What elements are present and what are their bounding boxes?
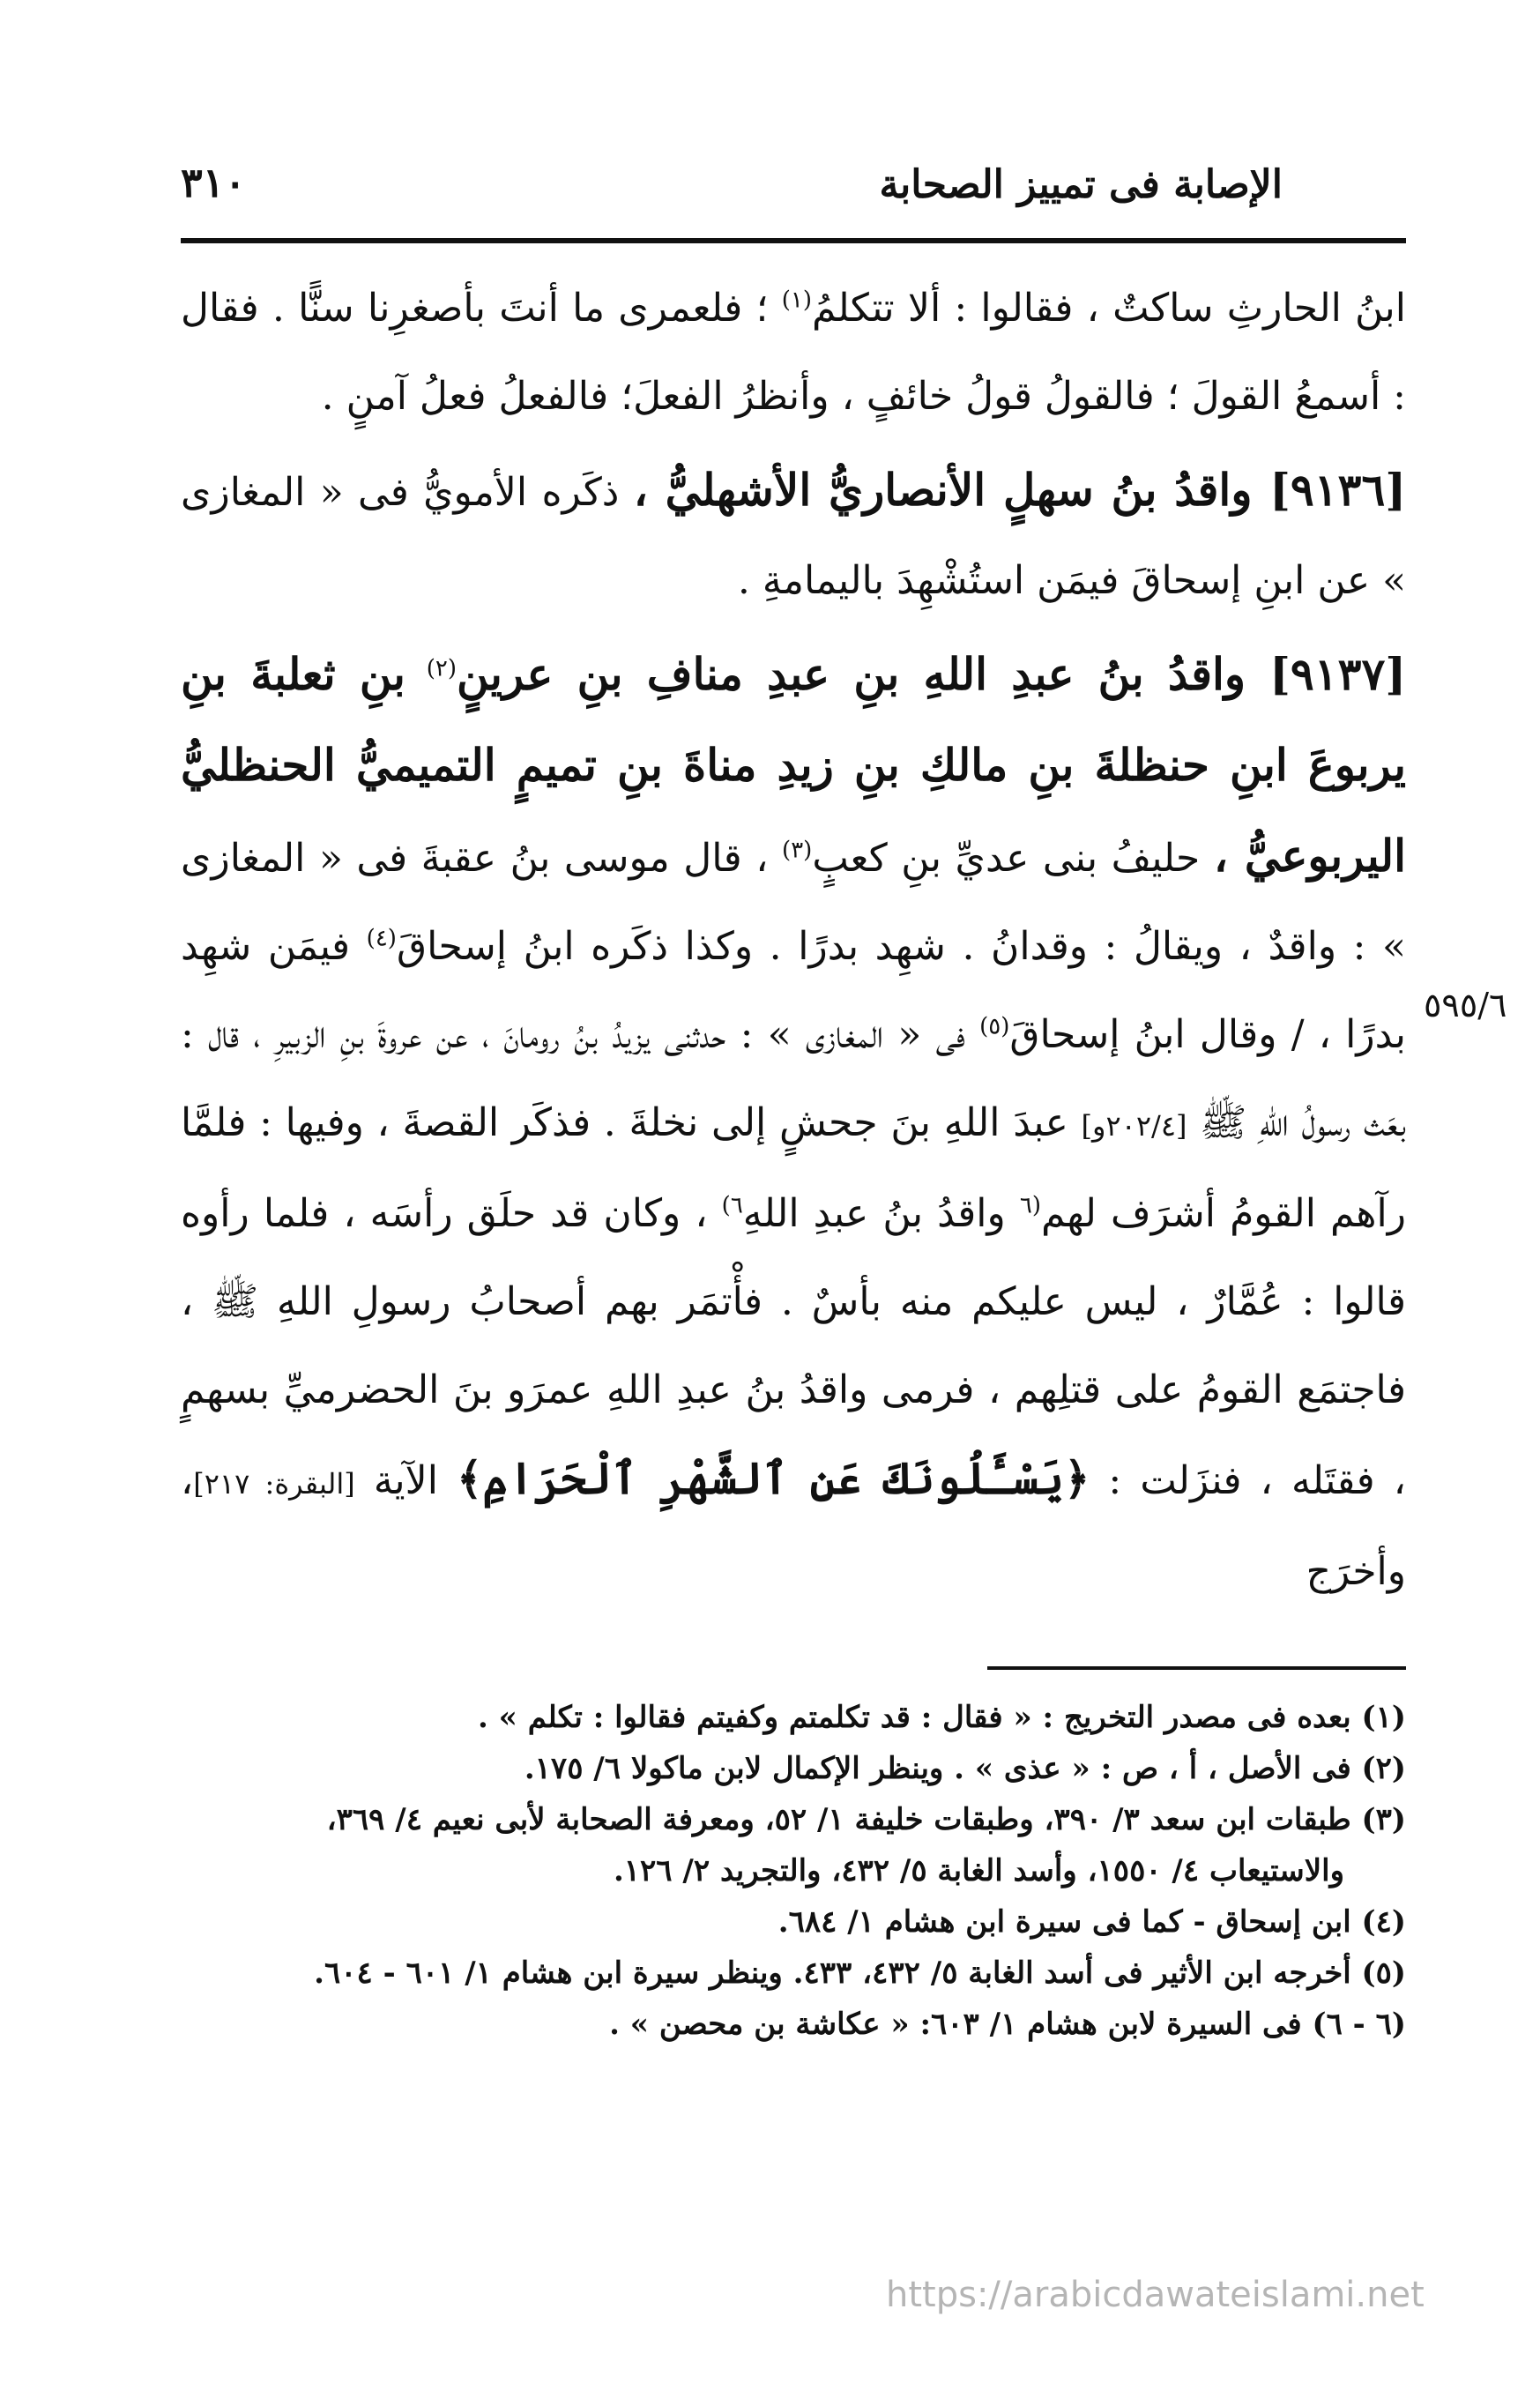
footnote-4: (٤) ابن إسحاق - كما فى سيرة ابن هشام ١/ ٦٨٤. bbox=[777, 1904, 1406, 1940]
footnote-ref-6-close: ٦) bbox=[721, 1192, 743, 1219]
footnote-ref-2: (٢) bbox=[426, 655, 457, 682]
footnote-6: (٦ - ٦) فى السيرة لابن هشام ١/ ٦٠٣: « عكاشة بن محصن » . bbox=[609, 2007, 1406, 2042]
footnote-ref-3: (٣) bbox=[782, 837, 813, 864]
watermark-url: https://arabicdawateislami.net bbox=[886, 2275, 1425, 2315]
main-text bbox=[181, 264, 1406, 1616]
entry-9137: [٩١٣٧] واقدُ بنُ عبدِ اللهِ بنِ عبدِ منافِ بنِ عرينٍ$^{(٢)}$ بنِ ثعلبةَ بنِ يربوعَ ابنِ حنظلةَ بنِ مالكِ بنِ زيدِ مناةَ بنِ تميمٍ التميميُّ الحنظليُّ اليربوعيُّ ، حليفُ بنى عديِّ بنِ كعبٍ$^{(٣)}$ ، قال موسى بنُ عقبةَ فى « المغازى » : واقدٌ ، ويقالُ : وقدانُ . شهِد بدرًا . وكذا ذكَره ابنُ إسحاقَ$^{(٤)}$ فيمَن شهِد بدرًا ، / وقال ابنُ إسحاقَ$^{(٥)}$ فى « المغازى » : حدثنى يزيدُ بنُ رومانَ ، عن عروةَ بنِ الزبيرِ ، قال : بعَث رسولُ اللهِ ﷺ [٢٠٢/٤و] عبدَ اللهِ بنَ جحشٍ إلى نخلةَ . فذكَر القصةَ ، وفيها : فلمَّا رآهم القومُ أشرَف لهم$^{(٦}$ واقدُ بنُ عبدِ اللهِ$^{٦)}$ ، وكان قد حلَق رأسَه ، فلما رأوه قالوا : عُمَّارٌ ، ليس عليكم منه بأسٌ . فأْتمَر بهم أصحابُ رسولِ اللهِ ﷺ ، فاجتمَع القومُ على قتلِهم ، فرمى واقدُ بنُ عبدِ اللهِ عمرَو بنَ الحضرميِّ بسهمٍ ، فقتَله ، فنزَلت : ﴿يَسْـَٔلُونَكَ عَنِ ٱلشَّهْرِ ٱلْحَرَامِ﴾ الآية [البقرة: ٢١٧]، وأخرَج bbox=[181, 648, 1406, 1594]
footnote-ref-5: (٥) bbox=[979, 1013, 1010, 1040]
page-number: ٣١٠ bbox=[181, 159, 247, 206]
running-title: الإصابة فى تمييز الصحابة bbox=[879, 162, 1283, 207]
footnote-3-continued: والاستيعاب ٤/ ١٥٥٠، وأسد الغابة ٥/ ٤٣٢، والتجريد ٢/ ١٢٦. bbox=[613, 1853, 1344, 1888]
footnote-1: (١) بعده فى مصدر التخريج : « فقال : قد تكلمتم وكفيتم فقالوا : تكلم » . bbox=[478, 1700, 1406, 1735]
entry-9136: [٩١٣٦] واقدُ بنُ سهلٍ الأنصاريُّ الأشهليُّ ، ذكَره الأمويُّ فى « المغازى » عن ابنِ إسحاقَ فيمَن استُشْهِدَ باليمامةِ . bbox=[181, 464, 1406, 603]
footnote-3: (٣) طبقات ابن سعد ٣/ ٣٩٠، وطبقات خليفة ١/ ٥٢، ومعرفة الصحابة لأبى نعيم ٤/ ٣٦٩، bbox=[326, 1802, 1406, 1837]
footnote-ref-4: (٤) bbox=[366, 925, 397, 952]
paragraph-continuation: ابنُ الحارثِ ساكتٌ ، فقالوا : ألا تتكلمُ$^{(١)}$ ؛ فلعمرى ما أنتَ بأصغرِنا سنًّا . فقال : أسمعُ القولَ ؛ فالقولُ قولُ خائفٍ ، وأنظرُ الفعلَ؛ فالفعلُ فعلُ آمنٍ . bbox=[181, 286, 1406, 419]
footnote-5: (٥) أخرجه ابن الأثير فى أسد الغابة ٥/ ٤٣٢، ٤٣٣. وينظر سيرة ابن هشام ١/ ٦٠١ - ٦٠٤. bbox=[314, 1955, 1406, 1991]
entry-heading: [٩١٣٦] واقدُ بنُ سهلٍ الأنصاريُّ الأشهليُّ ، bbox=[633, 464, 1406, 516]
footnote-2: (٢) فى الأصل ، أ ، ص : « عذى » . وينظر الإكمال لابن ماكولا ٦/ ١٧٥. bbox=[524, 1751, 1406, 1786]
margin-note: ٥٩٥/٦ bbox=[1424, 986, 1507, 1024]
page-header bbox=[181, 150, 1406, 229]
footnote-rule bbox=[987, 1666, 1406, 1670]
footnotes bbox=[181, 1693, 1406, 2051]
header-rule bbox=[181, 238, 1406, 243]
manuscript-ref: [٢٠٢/٤و] bbox=[1081, 1109, 1187, 1143]
quran-verse: ﴿يَسْـَٔلُونَكَ عَنِ ٱلشَّهْرِ ٱلْحَرَامِ﴾ bbox=[457, 1452, 1090, 1504]
footnote-ref-1: (١) bbox=[781, 287, 812, 314]
quran-reference: [البقرة: ٢١٧] bbox=[193, 1467, 355, 1501]
footnote-ref-6-open: (٦ bbox=[1019, 1192, 1041, 1219]
entry-heading: [٩١٣٧] واقدُ بنُ عبدِ اللهِ بنِ عبدِ منافِ بنِ عرينٍ bbox=[456, 648, 1406, 700]
